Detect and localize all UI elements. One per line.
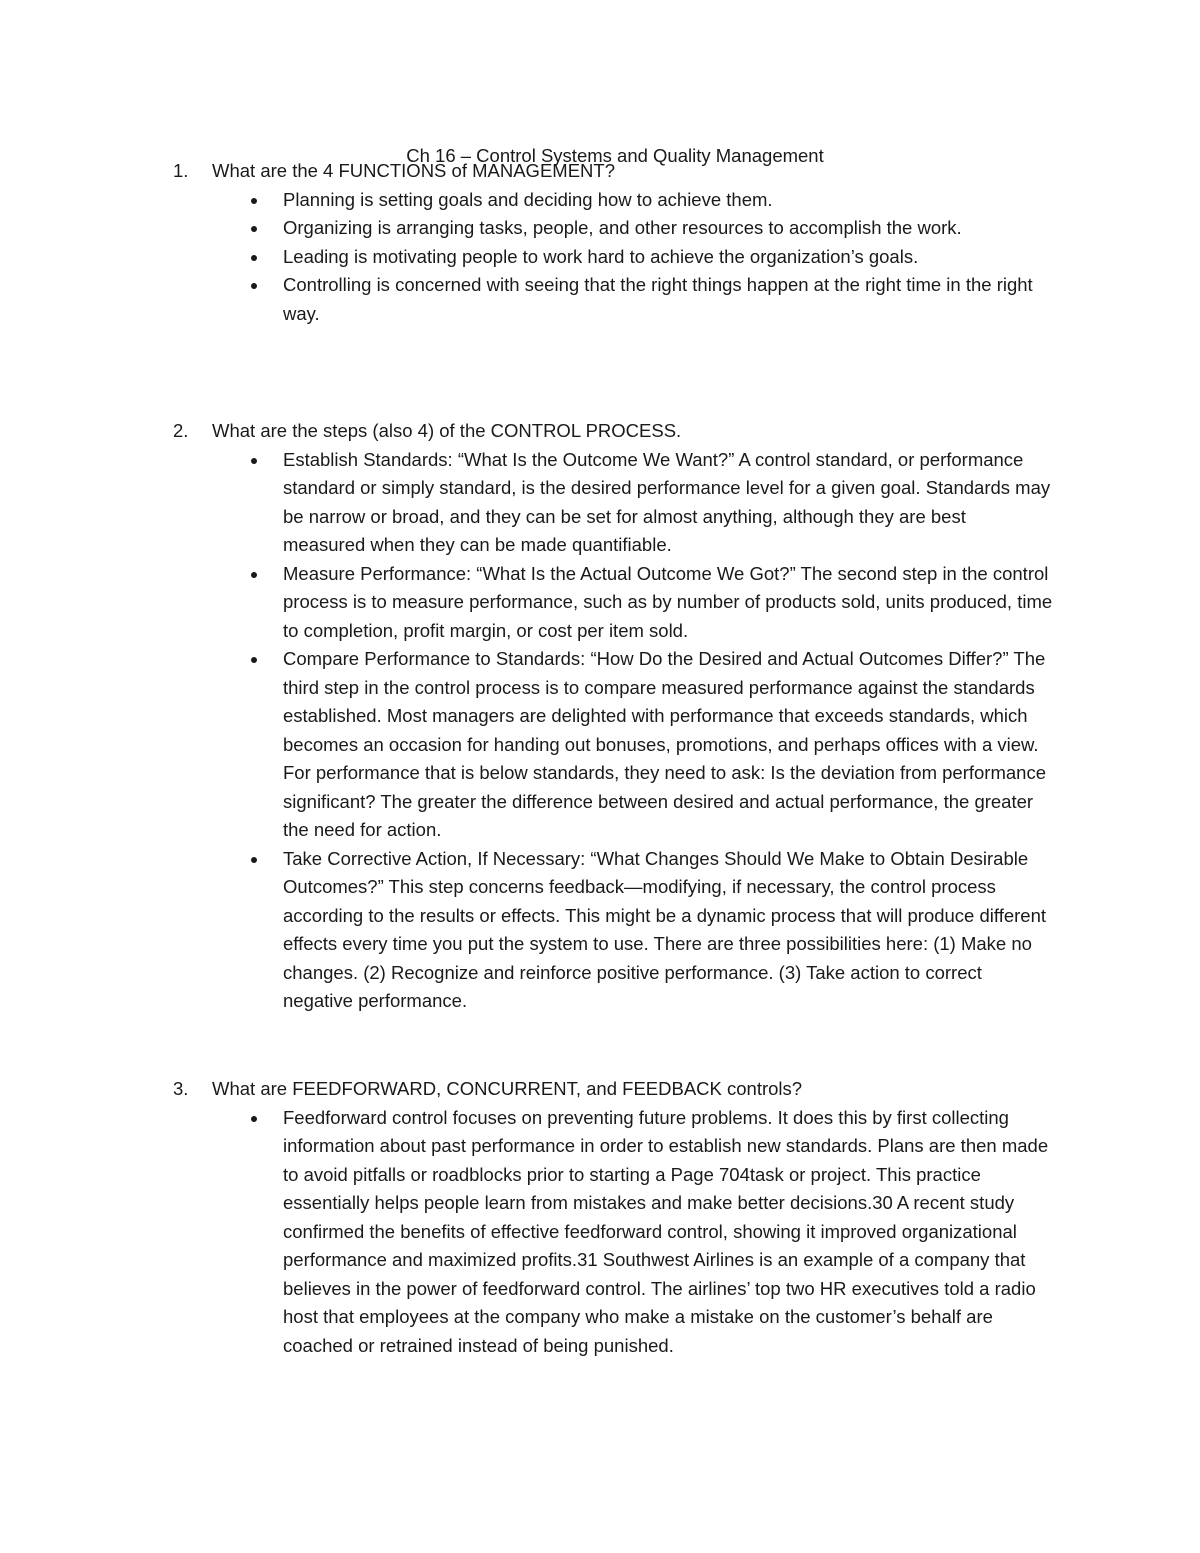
answer-item: [173, 645, 1073, 845]
answer-list: [173, 446, 1073, 1016]
document-title: Ch 16 – Control Systems and Quality Management: [406, 145, 824, 166]
bullet-icon: [251, 857, 257, 863]
answer-text: Establish Standards: “What Is the Outcome We Want?” A control standard, or performance standard or simply standard, is the desired performance level for a given goal. Standards may be narrow or broad, and they can be set for almost anything, although they are best measured when they can be made quantifiable.: [283, 448, 1051, 555]
bullet-icon: [251, 283, 257, 289]
question-text: What are the steps (also 4) of the CONTROL PROCESS.: [212, 420, 682, 441]
answer-item: [173, 1104, 1073, 1361]
answer-text: Feedforward control focuses on preventing future problems. It does this by first collecting information about past performance in order to establish new standards. Plans are then made to avoid pitfalls or roadblocks prior to starting a Page 704task or project. This practice essentially helps people learn from mistakes and make better decisions.30 A recent study confirmed the benefits of effective feedforward control, showing it improved organizational performance and maximized profits.31 Southwest Airlines is an example of a company that believes in the power of feedforward control. The airlines’ top two HR executives told a radio host that employees at the company who make a mistake on the customer’s behalf are coached or retrained instead of being punished.: [283, 1106, 1049, 1356]
answer-item: [173, 186, 1073, 215]
question-heading: [173, 1075, 1073, 1104]
question-3: [173, 1075, 1073, 1360]
bullet-icon: [251, 657, 257, 663]
question-number: 3.: [173, 1078, 189, 1099]
answer-text: Organizing is arranging tasks, people, and other resources to accomplish the work.: [283, 217, 962, 238]
answer-list: [173, 186, 1073, 329]
question-number: 2.: [173, 420, 189, 441]
answer-text: Measure Performance: “What Is the Actual Outcome We Got?” The second step in the control process is to measure performance, such as by number of products sold, units produced, time to completion, profit margin, or cost per item sold.: [283, 562, 1053, 641]
answer-text: Controlling is concerned with seeing that the right things happen at the right time in the right way.: [283, 274, 1033, 324]
question-heading: [173, 157, 1073, 186]
bullet-icon: [251, 458, 257, 464]
bullet-icon: [251, 572, 257, 578]
question-1: [173, 157, 1073, 328]
answer-item: [173, 845, 1073, 1016]
answer-item: [173, 446, 1073, 560]
question-2: [173, 417, 1073, 1016]
bullet-icon: [251, 255, 257, 261]
answer-text: Planning is setting goals and deciding how to achieve them.: [283, 188, 773, 210]
question-heading: [173, 417, 1073, 446]
answer-item: [173, 271, 1073, 328]
bullet-icon: [251, 1116, 257, 1122]
answer-item: [173, 560, 1073, 646]
question-number: 1.: [173, 160, 189, 181]
answer-text: Leading is motivating people to work hard to achieve the organization’s goals.: [283, 245, 919, 267]
answer-text: Compare Performance to Standards: “How Do the Desired and Actual Outcomes Differ?” The third step in the control process is to compare measured performance against the standards established. Most managers are delighted with performance that exceeds standards, which becomes an occasion for handing out bonuses, promotions, and perhaps offices with a view. For performance that is below standards, they need to ask: Is the deviation from performance significant? The greater the difference between desired and actual performance, the greater the need for action.: [283, 648, 1046, 840]
question-text: What are the 4 FUNCTIONS of MANAGEMENT?: [212, 160, 615, 181]
bullet-icon: [251, 226, 257, 232]
bullet-icon: [251, 198, 257, 204]
answer-list: [173, 1104, 1073, 1361]
answer-item: [173, 243, 1073, 272]
answer-text: Take Corrective Action, If Necessary: “What Changes Should We Make to Obtain Desirable Outcomes?” This step concerns feedback—modifying, if necessary, the control process according to the results or effects. This might be a dynamic process that will produce different effects every time you put the system to use. There are three possibilities here: (1) Make no changes. (2) Recognize and reinforce positive performance. (3) Take action to correct negative performance.: [283, 847, 1046, 1011]
question-text: What are FEEDFORWARD, CONCURRENT, and FEEDBACK controls?: [212, 1078, 803, 1099]
answer-item: [173, 214, 1073, 243]
